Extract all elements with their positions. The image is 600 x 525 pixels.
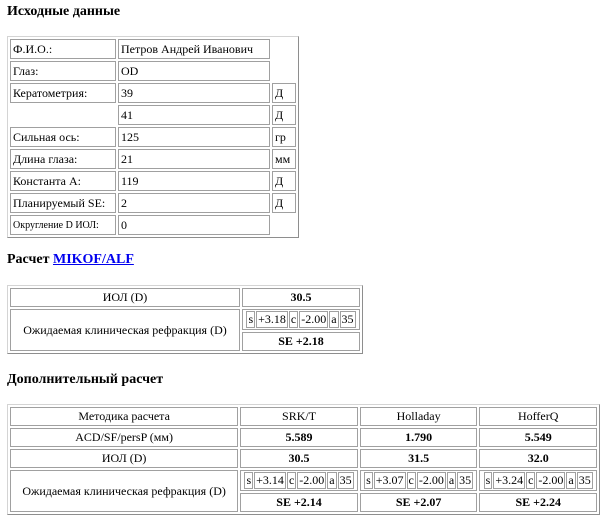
acd-holladay: 1.790 <box>360 428 478 447</box>
axis-field[interactable]: 125 <box>118 127 270 147</box>
calc-heading <box>7 252 134 268</box>
keratometry-field-1[interactable]: 39 <box>118 83 270 103</box>
extra-acd-label: ACD/SF/persP (мм) <box>10 428 238 447</box>
calc-refraction-values <box>245 310 356 329</box>
holladay-s-label: s <box>366 473 371 487</box>
planned-se-field[interactable]: 2 <box>118 193 270 213</box>
hofferq-c-label: c <box>528 473 534 487</box>
calc-heading-prefix: Расчет <box>7 252 53 267</box>
iol-srkt: 30.5 <box>240 449 358 468</box>
srkt-s-label: s <box>246 473 252 487</box>
calc-se-value: SE +2.18 <box>242 332 360 351</box>
holladay-s-value: +3.07 <box>375 473 404 487</box>
hofferq-a-value: 35 <box>578 473 591 487</box>
iol-holladay: 31.5 <box>360 449 478 468</box>
srkt-c-label: c <box>288 473 295 487</box>
eye-length-label: Длина глаза: <box>10 149 116 169</box>
acd-srkt: 5.589 <box>240 428 358 447</box>
fio-field[interactable]: Петров Андрей Иванович <box>118 39 270 59</box>
extra-method-label: Методика расчета <box>10 407 238 426</box>
rounding-field[interactable]: 0 <box>118 215 270 235</box>
eye-length-unit: мм <box>272 149 296 169</box>
eye-label: Глаз: <box>10 61 116 81</box>
input-table <box>7 36 299 238</box>
eye-length-field[interactable]: 21 <box>118 149 270 169</box>
planned-se-unit: Д <box>272 193 296 213</box>
axis-label: Сильная ось: <box>10 127 116 147</box>
axis-unit: гр <box>272 127 296 147</box>
input-heading: Исходные данные <box>7 4 121 19</box>
calc-c-label: c <box>290 312 297 326</box>
se-srkt: SE +2.14 <box>240 493 358 512</box>
keratometry-label: Кератометрия: <box>10 83 116 103</box>
refraction-values-holladay <box>363 471 474 490</box>
calc-a-label: a <box>331 312 337 326</box>
a-constant-unit: Д <box>272 171 296 191</box>
a-constant-label: Константа А: <box>10 171 116 191</box>
refraction-values-hofferq <box>483 471 594 490</box>
acd-hofferq: 5.549 <box>479 428 597 447</box>
extra-refraction-label: Ожидаемая клиническая рефракция (D) <box>10 470 238 512</box>
mikof-alf-link[interactable]: MIKOF/ALF <box>52 252 134 267</box>
hofferq-s-label: s <box>485 473 491 487</box>
srkt-a-label: a <box>329 473 335 487</box>
eye-field[interactable]: OD <box>118 61 270 81</box>
calc-c-value: -2.00 <box>301 312 327 326</box>
fio-label: Ф.И.О.: <box>10 39 116 59</box>
calc-a-value: 35 <box>341 312 354 326</box>
srkt-a-value: 35 <box>339 473 352 487</box>
method-name-srkt: SRK/T <box>240 407 358 426</box>
srkt-c-value: -2.00 <box>299 473 325 487</box>
holladay-c-label: c <box>408 473 414 487</box>
planned-se-label: Планируемый SE: <box>10 193 116 213</box>
keratometry-field-2[interactable]: 41 <box>118 105 270 125</box>
calc-refraction-cell <box>242 309 360 330</box>
a-constant-field[interactable]: 119 <box>118 171 270 191</box>
method-name-hofferq: HofferQ <box>479 407 597 426</box>
extra-table <box>7 404 600 515</box>
refraction-cell-srkt <box>240 470 358 491</box>
keratometry-unit-2: Д <box>272 105 296 125</box>
se-holladay: SE +2.07 <box>360 493 478 512</box>
hofferq-s-value: +3.24 <box>495 473 524 487</box>
rounding-label: Округление D ИОЛ: <box>10 215 116 235</box>
holladay-a-value: 35 <box>459 473 472 487</box>
holladay-a-label: a <box>448 473 455 487</box>
refraction-cell-hofferq <box>479 470 597 491</box>
extra-heading: Дополнительный расчет <box>7 372 164 387</box>
refraction-values-srkt <box>243 471 354 490</box>
calc-refraction-label: Ожидаемая клиническая рефракция (D) <box>10 309 240 351</box>
srkt-s-value: +3.14 <box>256 473 284 487</box>
calc-s-label: s <box>248 312 254 326</box>
calc-s-value: +3.18 <box>258 312 286 326</box>
hofferq-c-value: -2.00 <box>538 473 564 487</box>
hofferq-a-label: a <box>568 473 574 487</box>
calc-table <box>7 285 363 354</box>
refraction-cell-holladay <box>360 470 478 491</box>
se-hofferq: SE +2.24 <box>479 493 597 512</box>
calc-iol-label: ИОЛ (D) <box>10 288 240 307</box>
method-name-holladay: Holladay <box>360 407 478 426</box>
holladay-c-value: -2.00 <box>418 473 444 487</box>
calc-iol-value: 30.5 <box>242 288 360 307</box>
extra-iol-label: ИОЛ (D) <box>10 449 238 468</box>
keratometry-unit-1: Д <box>272 83 296 103</box>
iol-hofferq: 32.0 <box>479 449 597 468</box>
